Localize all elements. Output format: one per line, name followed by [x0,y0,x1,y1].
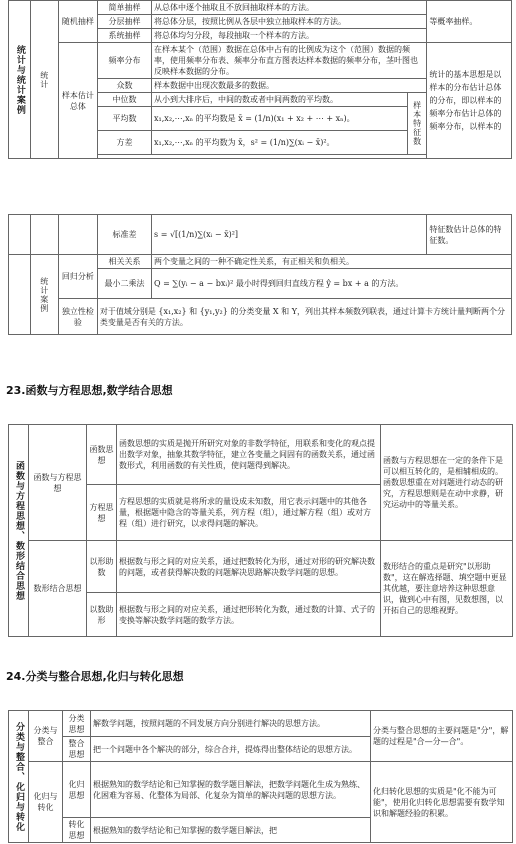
random-sampling-group: 随机抽样 [58,1,97,43]
note-classify: 分类与整合思想的主要问题是"分"，解题的过程是"合—分—合"。 [371,711,513,762]
variance-name: 方差 [97,131,151,155]
case-group: 统计案例 [30,255,58,335]
note-shape-number: 数形结合的重点是研究"以形助数"，这在解选择题、填空题中更显其优越，要注意培养这种思想意识，做到心中有图，见数想图，以开拓自己的思维视野。 [381,541,513,637]
freq-dist-name: 频率分布 [97,43,151,79]
row-name: 分层抽样 [97,15,151,29]
row-desc: 从总体中逐个抽取且不放回抽取样本的方法。 [152,1,427,15]
std-formula: s = √[(1/n)∑(xᵢ − x̄)²] [152,215,427,255]
std-name: 标准差 [97,215,151,255]
median-desc: 从小到大排序后，中间的数或者中间两数的平均数。 [152,93,408,107]
function-equation-section [8,424,512,637]
note-std: 特征数估计总体的特征数。 [427,215,512,255]
median-name: 中位数 [97,93,151,107]
note-stat-idea: 统计的基本思想是以样本的分布估计总体的分布，即以样本的频率分布估计总体的频率分布，以样本的 [427,43,512,159]
reduce-desc: 根据熟知的数学结论和已知掌握的数学题目解法，把数学问题化生成为熟练、化困难为容易、化整体为局部、化复杂为简单的解决问题的思想方法。 [91,762,371,818]
shape-help-number-desc: 根据数与形之间的对应关系，通过把数转化为形，通过对形的研究解决数的问题，或者获得解决数的问题解决思路解决数学问题的思想。 [117,541,381,593]
classify-name: 分类思想 [63,711,91,737]
row-desc: 将总体分层，按照比例从各层中独立抽取样本的方法。 [152,15,427,29]
stats-table [8,0,512,159]
stats-col-label: 统计 [30,1,58,159]
stats-table-section [8,0,512,159]
convert-desc: 根据熟知的数学结论和已知掌握的数学题目解法，把 [91,818,371,843]
mean-name: 平均数 [97,107,151,131]
stats-table-cont-section [8,214,512,335]
ct-title: 分类与整合、化归与转化 [9,711,29,843]
function-equation-table [8,424,513,637]
note-transform: 化归转化思想的实质是"化不能为可能"，使用化归转化思想需要有数学知识和解题经验的积累。 [371,762,513,843]
func-idea-name: 函数思想 [87,425,117,485]
variance-formula: x₁,x₂,⋯,xₙ 的平均数为 x̄，s² = (1/n)∑(xᵢ − x̄)²。 [152,131,408,155]
independence-test-desc: 对于值域分别是 {x₁,x₂} 和 {y₁,y₂} 的分类变量 X 和 Y，列出其样本频数列联表，通过计算卡方统计量判断两个分类变量是否有关的方法。 [97,299,511,335]
feature-label: 样本特征数 [407,93,427,155]
eq-idea-desc: 方程思想的实质就是将所求的量设成未知数，用它表示问题中的其他各量，根据题中隐含的等量关系，列方程（组），通过解方程（组）或对方程（组）进行研究，以求得问题的解决。 [117,485,381,541]
mode-name: 众数 [97,79,151,93]
convert-name: 转化思想 [63,818,91,843]
shape-number-group: 数形结合思想 [29,541,87,637]
row-name: 系统抽样 [97,29,151,43]
least-squares-name: 最小二乘法 [97,269,151,299]
correlation-desc: 两个变量之间的一种不确定性关系，有正相关和负相关。 [152,255,512,269]
transform-group: 化归与转化 [29,762,63,843]
eq-idea-name: 方程思想 [87,485,117,541]
mean-formula: x₁,x₂,⋯,xₙ 的平均数是 x̄ = (1/n)(x₁ + x₂ + ⋯ + xₙ)。 [152,107,408,131]
row-name: 简单抽样 [97,1,151,15]
heading-24: 24.分类与整合思想,化归与转化思想 [6,670,184,683]
classify-transform-table [8,710,513,843]
classify-desc: 解数学问题，按照问题的不同发展方向分别进行解决的思想方法。 [91,711,371,737]
integrate-desc: 把一个问题中各个解决的部分，综合合并，提炼得出整体结论的思想方法。 [91,737,371,762]
shape-help-number-name: 以形助数 [87,541,117,593]
note-func-eq: 函数与方程思想在一定的条件下是可以相互转化的，是相辅相成的。函数思想重在对问题进行动态的研究，方程思想则是在动中求静，研究运动中的等量关系。 [381,425,513,541]
stats-table-cont [8,214,512,335]
least-squares-desc: Q = ∑(yᵢ − a − bxᵢ)² 最小时得到回归直线方程 ŷ = bx + a 的方法。 [152,269,512,299]
reduce-name: 化归思想 [63,762,91,818]
classify-group: 分类与整合 [29,711,63,762]
heading-23: 23.函数与方程思想,数学结合思想 [6,384,173,397]
func-idea-desc: 函数思想的实质是抛开所研究对象的非数学特征，用联系和变化的观点提出数学对象，抽象其数学特征，建立各变量之间固有的函数关系，通过函数形式，利用函数的有关性质，使问题得到解决。 [117,425,381,485]
func-eq-group: 函数与方程思想 [29,425,87,541]
number-help-shape-desc: 根据数与形之间的对应关系，通过把形转化为数，通过数的计算、式子的变换等解决数学问题的数学方法。 [117,593,381,637]
fe-title: 函数与方程思想、数形结合思想 [9,425,29,637]
note-equal-prob: 等概率抽样。 [427,1,512,43]
freq-dist-desc: 在样本某个（范围）数据在总体中占有的比例成为这个（范围）数据的频率，使用频率分布表、频率分布直方图表达样本数据的频率分布，茎叶图也反映样本数据的分布。 [152,43,427,79]
sample-estimate-group: 样本估计总体 [58,43,97,159]
regression-group: 回归分析 [58,255,97,299]
row-desc: 将总体均匀分段，每段抽取一个样本的方法。 [152,29,427,43]
mode-desc: 样本数据中出现次数最多的数据。 [152,79,427,93]
correlation-name: 相关关系 [97,255,151,269]
stats-title: 统计与统计案例 [9,1,31,159]
number-help-shape-name: 以数助形 [87,593,117,637]
classify-transform-section [8,710,512,843]
integrate-name: 整合思想 [63,737,91,762]
independence-test-name: 独立性检验 [58,299,97,335]
